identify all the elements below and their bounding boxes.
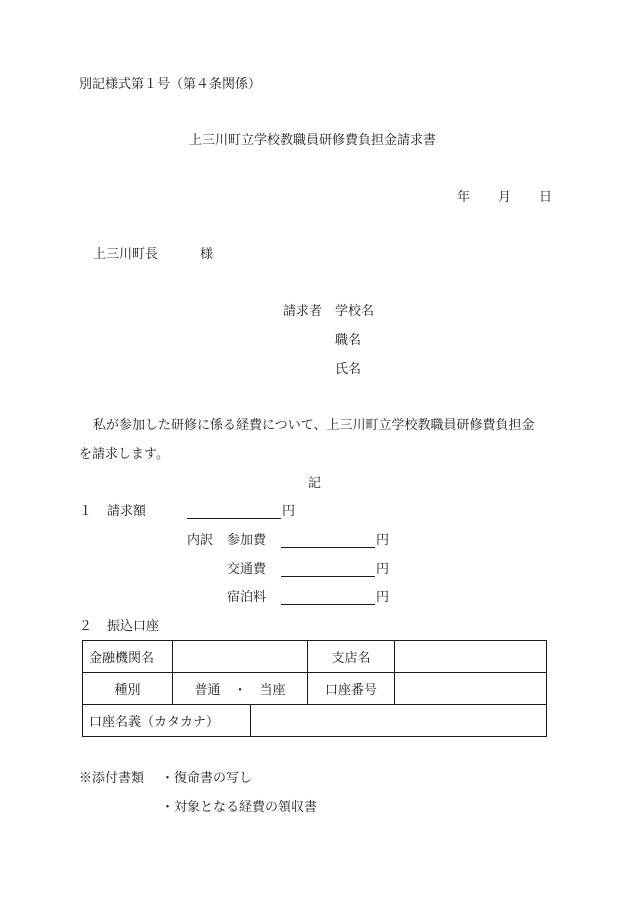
- transportation-fee-field[interactable]: [281, 576, 375, 577]
- lodging-fee-field[interactable]: [281, 604, 375, 605]
- attachment-item: ・対象となる経費の領収書: [161, 800, 318, 815]
- document-title: 上三川町立学校教職員研修費負担金請求書: [189, 133, 437, 148]
- claimant-position-label: 職名: [335, 333, 362, 348]
- claim-amount-yen: 円: [282, 504, 296, 519]
- bank-name-field[interactable]: [173, 641, 308, 673]
- ki-heading: 記: [308, 476, 322, 491]
- breakdown-item-yen: 円: [376, 562, 390, 577]
- section2-number: ２: [79, 619, 93, 634]
- section2-label: 振込口座: [107, 619, 160, 634]
- date-year: 年: [457, 190, 471, 205]
- attachment-item: ・復命書の写し: [161, 771, 253, 786]
- breakdown-item-label: 交通費: [227, 562, 267, 577]
- participation-fee-field[interactable]: [281, 547, 375, 548]
- bank-name-label: 金融機関名: [83, 641, 173, 673]
- body-text-line2: を請求します。: [79, 447, 169, 462]
- breakdown-item-label: 宿泊料: [227, 590, 267, 605]
- table-row: [83, 641, 547, 673]
- addressee-honorific: 様: [200, 247, 214, 262]
- account-holder-field[interactable]: [251, 705, 547, 737]
- claimant-school-label: 学校名: [335, 304, 375, 319]
- date-month: 月: [498, 190, 512, 205]
- claimant-label: 請求者: [283, 304, 323, 319]
- account-type-options[interactable]: 普通 ・ 当座: [173, 673, 308, 705]
- branch-label: 支店名: [308, 641, 395, 673]
- account-number-field[interactable]: [395, 673, 547, 705]
- table-row: [83, 705, 547, 737]
- account-number-label: 口座番号: [308, 673, 395, 705]
- section1-label: 請求額: [107, 504, 147, 519]
- table-row: [83, 673, 547, 705]
- claim-amount-field[interactable]: [187, 518, 281, 519]
- date-day: 日: [539, 190, 553, 205]
- breakdown-label: 内訳: [187, 533, 214, 548]
- claimant-name-label: 氏名: [335, 362, 362, 377]
- attachments-label: ※添付書類: [79, 771, 145, 786]
- addressee-name: 上三川町長: [93, 247, 159, 262]
- branch-field[interactable]: [395, 641, 547, 673]
- breakdown-item-yen: 円: [376, 590, 390, 605]
- form-number: 別記様式第１号（第４条関係）: [79, 77, 262, 92]
- body-text-line1: 私が参加した研修に係る経費について、上三川町立学校教職員研修費負担金: [93, 418, 535, 433]
- account-holder-label: 口座名義（カタカナ）: [83, 705, 251, 737]
- breakdown-item-yen: 円: [376, 533, 390, 548]
- section1-number: １: [79, 504, 93, 519]
- bank-account-table: [82, 640, 547, 737]
- breakdown-item-label: 参加費: [227, 533, 267, 548]
- account-type-label: 種別: [83, 673, 173, 705]
